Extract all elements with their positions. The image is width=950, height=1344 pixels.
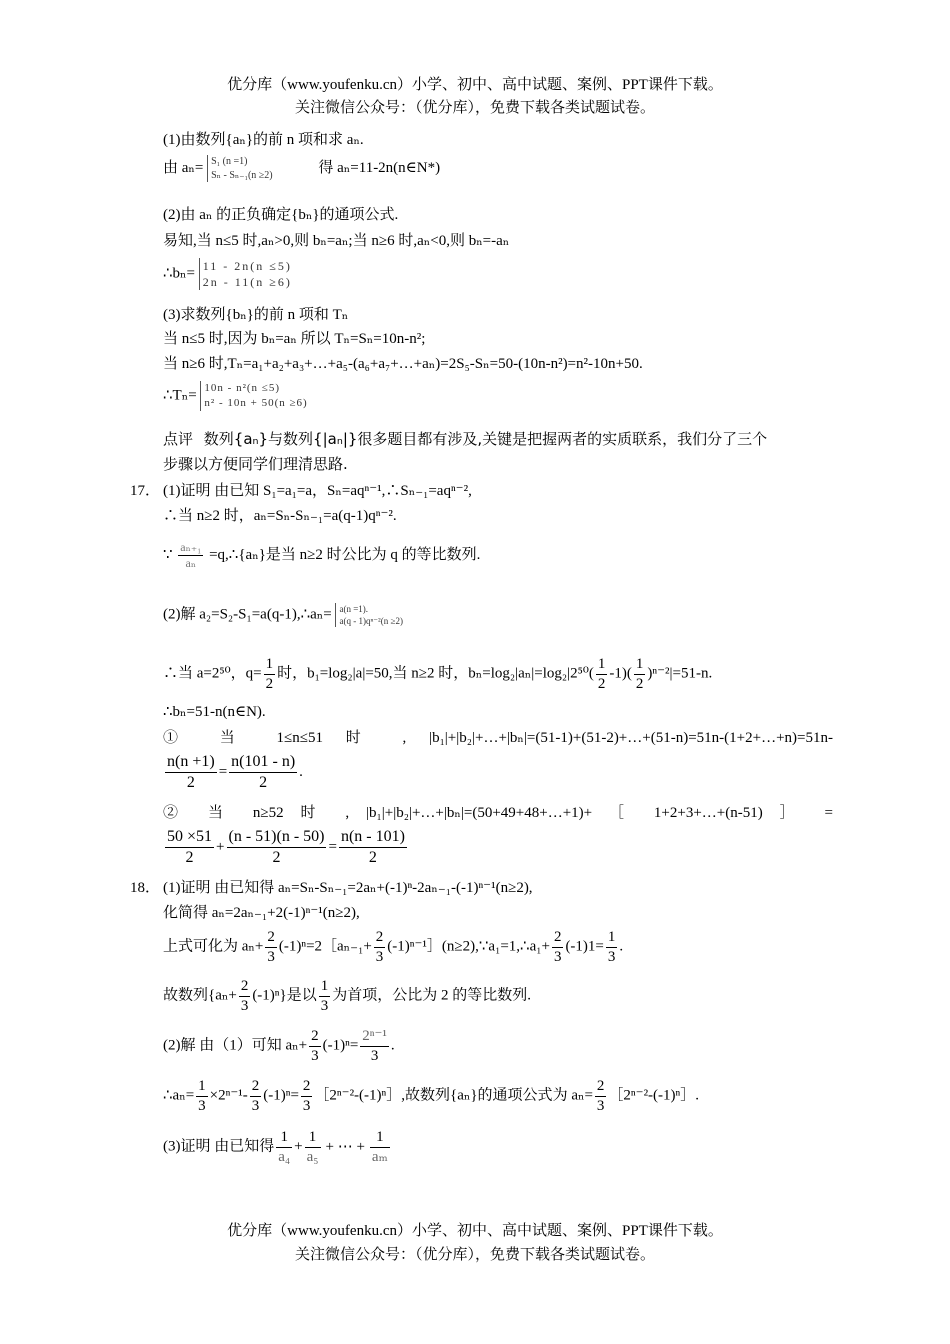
step2-case-2: 2n - 11(n ≥6) — [202, 275, 292, 290]
fraction-denominator: 3 — [375, 948, 384, 965]
step1-case-2: Sₙ - Sₙ₋₁(n ≥2) — [211, 169, 273, 181]
step1-title: (1)由数列{aₙ}的前 n 项和求 aₙ. — [163, 132, 364, 148]
period: . — [299, 763, 303, 780]
fraction-denominator: a₅ — [306, 1148, 319, 1165]
comment-line-1 — [163, 430, 767, 448]
q18-line-3-c: (-1)ⁿ⁻¹］(n≥2),∵a₁=1,∴a₁+ — [387, 938, 550, 955]
fraction-numerator: 1 — [319, 977, 331, 997]
plus: + — [216, 838, 225, 855]
ellipsis-plus: + ⋯ + — [325, 1138, 365, 1155]
fraction-numerator: n(101 - n) — [229, 752, 297, 773]
fraction — [165, 752, 217, 793]
step3-line-2: 当 n≥6 时,Tₙ=a₁+a₂+a₃+…+a₅-(a₆+a₇+…+aₙ)=2S₅-Sₙ=50-(10n-n²)=n²-10n+50. — [163, 356, 643, 372]
q18-line-3-b: (-1)ⁿ=2［aₙ₋₁+ — [278, 938, 372, 955]
fraction-two-thirds — [250, 1077, 262, 1116]
q18-line-1: (1)证明 由已知得 aₙ=Sₙ-Sₙ₋₁=2aₙ+(-1)ⁿ-2aₙ₋₁-(-1)ⁿ⁻¹(n≥2), — [163, 880, 533, 896]
q17-case-1-line — [163, 729, 833, 747]
fraction-one-half — [264, 655, 276, 694]
step1-result: 得 aₙ=11-2n(n∈N*) — [318, 159, 441, 176]
step3-case-2: n² - 10n + 50(n ≥6) — [204, 396, 308, 409]
fraction-reciprocal — [370, 1128, 390, 1167]
because-symbol: ∵ — [163, 546, 173, 563]
q17-line-1: (1)证明 由已知 S₁=a₁=a，Sₙ=aqⁿ⁻¹,∴Sₙ₋₁=aqⁿ⁻², — [163, 483, 472, 499]
fraction-numerator: aₙ₊₁ — [180, 540, 202, 554]
fraction-reciprocal — [305, 1128, 321, 1167]
fraction-numerator: 1 — [596, 655, 608, 675]
fraction-numerator: 2 — [309, 1027, 321, 1047]
fraction-two-thirds — [265, 928, 277, 967]
q17-line-5-b: 时，b₁=log₂|a|=50,当 n≥2 时，bₙ=log₂|aₙ|=log₂|2⁵⁰( — [277, 665, 594, 682]
q17-case-2-line — [163, 804, 833, 822]
fraction-denominator: 2 — [597, 675, 606, 692]
comment-label: 点评 — [163, 430, 194, 448]
comment-text-1: 数列{aₙ}与数列{|aₙ|}很多题目都有涉及,关键是把握两者的实质联系，我们分了三个 — [203, 430, 768, 448]
fraction-numerator: (n - 51)(n - 50) — [227, 827, 327, 848]
fraction-one-third — [319, 977, 331, 1016]
fraction-numerator: 2 — [265, 928, 277, 948]
q17-ratio-fraction — [178, 540, 203, 571]
fraction-two-thirds — [309, 1027, 321, 1066]
step2-case-1: 11 - 2n(n ≤5) — [202, 259, 292, 273]
fraction-denominator: 3 — [240, 997, 249, 1014]
q18-line-7-text: (3)证明 由已知得 — [163, 1138, 275, 1155]
fraction-denominator: 2 — [259, 774, 268, 791]
q17-line-5-a: ∴当 a=2⁵⁰，q= — [163, 665, 262, 682]
fraction-one-third — [606, 928, 618, 967]
fraction-denominator: 3 — [198, 1097, 206, 1114]
fraction-two-thirds — [374, 928, 386, 967]
step2-bn-prefix: ∴bₙ= — [163, 265, 195, 282]
fraction-numerator: 1 — [370, 1128, 390, 1148]
q18-line-7 — [163, 1128, 392, 1167]
q17-line-5-c: -1)( — [609, 665, 632, 682]
fraction — [339, 827, 407, 868]
fraction-denominator: 3 — [311, 1047, 319, 1064]
footer-line-2: 关注微信公众号：（优分库），免费下载各类试题试卷。 — [294, 1247, 655, 1263]
fraction-numerator: 2 — [374, 928, 386, 948]
step2-bn-cases — [199, 258, 292, 290]
q17-case-1: a(n =1). — [339, 604, 369, 614]
step3-tn-prefix: ∴Tₙ= — [163, 387, 197, 404]
step3-tn-cases — [200, 381, 307, 411]
step3-line-1: 当 n≤5 时,因为 bₙ=aₙ 所以 Tₙ=Sₙ=10n-n²; — [163, 331, 426, 347]
q18-line-4 — [163, 977, 531, 1016]
fraction-numerator: n(n +1) — [165, 752, 217, 773]
header-line-2: 关注微信公众号：（优分库），免费下载各类试题试卷。 — [294, 100, 655, 116]
fraction-denominator: 3 — [302, 1097, 311, 1114]
q18-line-3-a: 上式可化为 aₙ+ — [163, 938, 264, 955]
fraction-power-over-three — [360, 1027, 389, 1066]
q18-line-4-a: 故数列{aₙ+ — [163, 987, 237, 1004]
fraction-numerator: 2ⁿ⁻¹ — [360, 1027, 389, 1047]
fraction-numerator: 2 — [301, 1077, 313, 1097]
fraction-numerator: 2 — [552, 928, 564, 948]
plus: + — [294, 1138, 303, 1155]
fraction-denominator: 3 — [267, 948, 275, 965]
fraction-denominator: 2 — [186, 774, 195, 791]
q17-line-3 — [163, 540, 480, 571]
step2-title: (2)由 aₙ 的正负确定{bₙ}的通项公式. — [163, 207, 399, 223]
q18-number: 18． — [130, 880, 161, 896]
fraction-denominator: 3 — [607, 948, 616, 965]
q18-line-6 — [163, 1077, 699, 1116]
period: . — [619, 938, 624, 955]
fraction — [165, 827, 214, 868]
fraction-two-thirds — [552, 928, 564, 967]
step1-formula — [163, 155, 440, 182]
fraction-numerator: 2 — [239, 977, 251, 997]
q18-line-3-d: (-1)1= — [565, 938, 604, 955]
fraction-denominator: 3 — [370, 1047, 379, 1064]
q17-case-2: a(q - 1)qⁿ⁻²(n ≥2) — [339, 616, 403, 627]
fraction-numerator: 1 — [634, 655, 646, 675]
q17-case-1-fraction: $\frac{n(n +1)}{2}$ = $\frac{n(101 - n)}{2}$ . — [167, 753, 303, 791]
fraction-numerator: 2 — [250, 1077, 262, 1097]
q18-line-6-e: ［2ⁿ⁻²-(-1)ⁿ］. — [608, 1087, 700, 1104]
fraction-denominator: 3 — [251, 1097, 260, 1114]
comment-line-2: 步骤以方便同学们理清思路. — [163, 455, 348, 473]
q18-line-6-c: (-1)ⁿ= — [263, 1087, 299, 1104]
fraction-numerator: 1 — [196, 1077, 208, 1097]
step1-prefix: 由 aₙ= — [163, 159, 204, 176]
step3-case-1: 10n - n²(n ≤5) — [204, 382, 280, 394]
footer-line-1: 优分库（www.youfenku.cn）小学、初中、高中试题、案例、PPT课件下载。 — [227, 1223, 723, 1239]
fraction-one-half — [596, 655, 608, 694]
q18-line-5-b: (-1)ⁿ= — [322, 1037, 359, 1054]
q18-line-2: 化简得 aₙ=2aₙ₋₁+2(-1)ⁿ⁻¹(n≥2), — [163, 905, 360, 921]
fraction-two-thirds — [239, 977, 251, 1016]
q17-an-cases — [335, 603, 402, 627]
fraction-numerator: 2 — [595, 1077, 607, 1097]
fraction-denominator: 2 — [635, 675, 644, 692]
q18-line-5 — [163, 1027, 395, 1066]
q17-line-6: ∴bₙ=51-n(n∈N). — [163, 704, 266, 720]
fraction-denominator: 2 — [265, 675, 274, 692]
q18-line-5-a: (2)解 由（1）可知 aₙ+ — [163, 1037, 308, 1054]
q17-line-5 — [163, 655, 712, 694]
q17-line-4-text: (2)解 a₂=S₂-S₁=a(q-1),∴aₙ= — [163, 606, 332, 623]
q17-line-3-text: =q,∴{aₙ}是当 n≥2 时公比为 q 的等比数列. — [209, 546, 481, 563]
step3-tn-formula — [163, 381, 308, 411]
fraction-denominator: 2 — [185, 849, 194, 866]
fraction-numerator: n(n - 101) — [339, 827, 407, 848]
fraction-denominator: a₄ — [278, 1148, 291, 1165]
q18-line-6-a: ∴aₙ= — [163, 1087, 195, 1104]
fraction-one-half — [634, 655, 646, 694]
step1-case-1: S₁ (n =1) — [211, 156, 248, 167]
fraction-two-thirds — [595, 1077, 607, 1116]
step2-condition: 易知,当 n≤5 时,aₙ>0,则 bₙ=aₙ;当 n≥6 时,aₙ<0,则 bₙ=-aₙ — [163, 233, 510, 249]
q18-line-6-b: ×2ⁿ⁻¹- — [209, 1087, 248, 1104]
fraction-numerator: 1 — [305, 1128, 321, 1148]
step3-title: (3)求数列{bₙ}的前 n 项和 Tₙ — [163, 307, 349, 323]
q17-line-5-d: )ⁿ⁻²|=51-n. — [647, 665, 713, 682]
fraction — [227, 827, 327, 868]
fraction-denominator: 2 — [272, 849, 281, 866]
fraction-denominator: 3 — [596, 1097, 605, 1114]
q17-number: 17． — [130, 483, 161, 499]
step2-bn-formula — [163, 258, 292, 290]
fraction-numerator: 1 — [276, 1128, 292, 1148]
period: . — [390, 1037, 395, 1054]
q17-case-2-fraction: $\frac{50 \times 51}{2}$ + $\frac{(n - 51)(n - 50)}{2}$ = $\frac{n(n - 101)}{2}$ — [167, 828, 405, 866]
q18-line-4-c: 为首项，公比为 2 的等比数列. — [332, 987, 531, 1004]
q17-line-4 — [163, 603, 403, 627]
fraction-two-thirds — [301, 1077, 313, 1116]
fraction-denominator: aₘ — [371, 1148, 388, 1165]
fraction-reciprocal — [276, 1128, 292, 1167]
header-line-1: 优分库（www.youfenku.cn）小学、初中、高中试题、案例、PPT课件下载。 — [227, 77, 723, 93]
q18-line-4-b: (-1)ⁿ}是以 — [252, 987, 317, 1004]
fraction-denominator: aₙ — [185, 556, 197, 570]
step1-cases — [207, 155, 273, 182]
q17-case-1-text: ① 当 1≤n≤51 时 , |b₁|+|b₂|+…+|bₙ|=(51-1)+(51-2)+…+(51-n)=51n-(1+2+…+n)=51n- — [163, 730, 833, 746]
fraction-denominator: 3 — [320, 997, 329, 1014]
q17-line-2: ∴当 n≥2 时，aₙ=Sₙ-Sₙ₋₁=a(q-1)qⁿ⁻². — [163, 508, 397, 524]
q17-case-2-text: ② 当 n≥52 时 , |b₁|+|b₂|+…+|bₙ|=(50+49+48+…+1)+ ［ 1+2+3+…+(n-51) ］ = — [163, 805, 833, 821]
q18-line-3 — [163, 928, 623, 967]
fraction-one-third — [196, 1077, 208, 1116]
fraction-numerator: 50 ×51 — [165, 827, 214, 848]
fraction — [229, 752, 297, 793]
q18-line-6-d: ［2ⁿ⁻²-(-1)ⁿ］,故数列{aₙ}的通项公式为 aₙ= — [314, 1087, 593, 1104]
fraction-denominator: 2 — [368, 849, 377, 866]
fraction-denominator: 3 — [553, 948, 562, 965]
fraction-numerator: 1 — [606, 928, 618, 948]
fraction-numerator: 1 — [264, 655, 276, 675]
